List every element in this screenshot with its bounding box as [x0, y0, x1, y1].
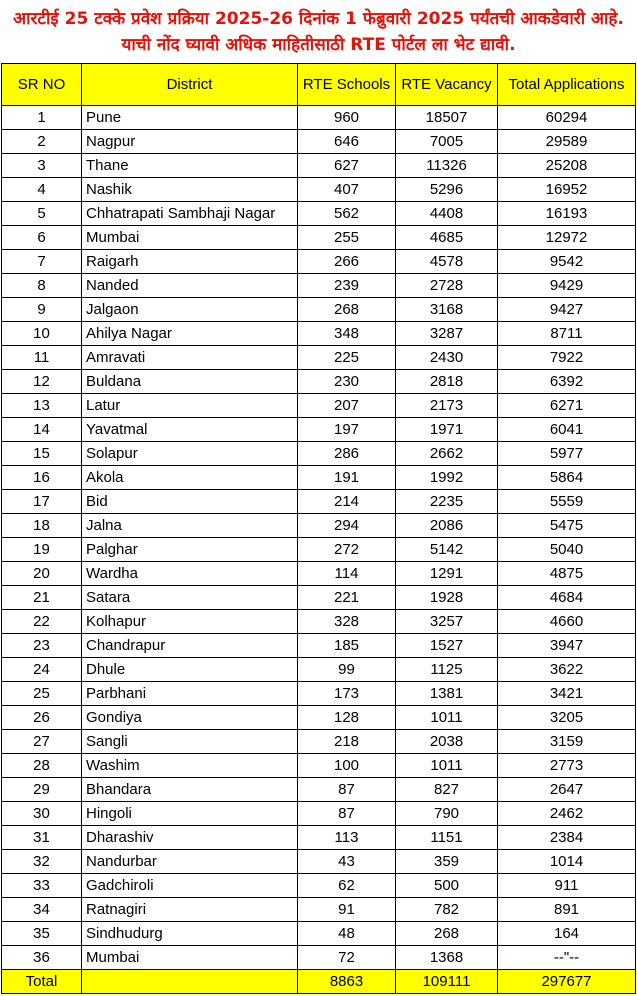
rte-schools-cell: 562 [298, 202, 396, 226]
sr-no-cell: 33 [2, 874, 82, 898]
table-row [2, 610, 636, 634]
rte-schools-cell: 268 [298, 298, 396, 322]
rte-vacancy-cell: 3168 [396, 298, 498, 322]
table-row [2, 898, 636, 922]
district-cell: Chhatrapati Sambhaji Nagar [82, 202, 298, 226]
district-cell: Wardha [82, 562, 298, 586]
rte-vacancy-cell: 1291 [396, 562, 498, 586]
total-applications-cell: 4875 [498, 562, 636, 586]
column-header-rte-schools: RTE Schools [298, 64, 396, 106]
rte-schools-cell: 218 [298, 730, 396, 754]
sr-no-cell: 30 [2, 802, 82, 826]
rte-vacancy-cell: 3287 [396, 322, 498, 346]
total-applications-cell: 3947 [498, 634, 636, 658]
district-cell: Buldana [82, 370, 298, 394]
table-row [2, 922, 636, 946]
total-applications-cell: 3421 [498, 682, 636, 706]
sr-no-cell: 4 [2, 178, 82, 202]
rte-schools-cell: 646 [298, 130, 396, 154]
rte-vacancy-cell: 5296 [396, 178, 498, 202]
district-cell: Jalna [82, 514, 298, 538]
sr-no-cell: 19 [2, 538, 82, 562]
rte-vacancy-cell: 1368 [396, 946, 498, 970]
total-district-cell [82, 970, 298, 994]
table-row [2, 130, 636, 154]
rte-vacancy-cell: 1151 [396, 826, 498, 850]
table-row [2, 634, 636, 658]
rte-vacancy-cell: 1527 [396, 634, 498, 658]
sr-no-cell: 12 [2, 370, 82, 394]
sr-no-cell: 25 [2, 682, 82, 706]
total-applications-cell: 4684 [498, 586, 636, 610]
table-row [2, 490, 636, 514]
rte-schools-cell: 72 [298, 946, 396, 970]
total-applications-cell: 8711 [498, 322, 636, 346]
table-row [2, 394, 636, 418]
district-cell: Akola [82, 466, 298, 490]
table-row [2, 274, 636, 298]
rte-district-table [1, 63, 636, 994]
district-cell: Washim [82, 754, 298, 778]
sr-no-cell: 9 [2, 298, 82, 322]
total-applications-cell: 9429 [498, 274, 636, 298]
total-row [2, 970, 636, 994]
district-cell: Pune [82, 106, 298, 130]
rte-schools-cell: 348 [298, 322, 396, 346]
sr-no-cell: 8 [2, 274, 82, 298]
total-applications-cell: 16193 [498, 202, 636, 226]
total-applications-cell: 2462 [498, 802, 636, 826]
total-applications-cell: 3205 [498, 706, 636, 730]
sr-no-cell: 29 [2, 778, 82, 802]
rte-schools-cell: 207 [298, 394, 396, 418]
rte-schools-cell: 225 [298, 346, 396, 370]
table-row [2, 226, 636, 250]
table-row [2, 826, 636, 850]
rte-schools-cell: 87 [298, 778, 396, 802]
rte-schools-cell: 407 [298, 178, 396, 202]
column-header-rte-vacancy: RTE Vacancy [396, 64, 498, 106]
rte-vacancy-cell: 2173 [396, 394, 498, 418]
rte-schools-cell: 255 [298, 226, 396, 250]
sr-no-cell: 5 [2, 202, 82, 226]
total-schools: 8863 [298, 970, 396, 994]
table-row [2, 298, 636, 322]
total-applications-cell: 6041 [498, 418, 636, 442]
total-applications-cell: 1014 [498, 850, 636, 874]
sr-no-cell: 24 [2, 658, 82, 682]
district-cell: Nashik [82, 178, 298, 202]
table-row [2, 946, 636, 970]
total-applications-cell: 60294 [498, 106, 636, 130]
rte-schools-cell: 230 [298, 370, 396, 394]
sr-no-cell: 14 [2, 418, 82, 442]
total-applications-cell: 7922 [498, 346, 636, 370]
total-applications-cell: 3159 [498, 730, 636, 754]
district-cell: Bid [82, 490, 298, 514]
rte-vacancy-cell: 1381 [396, 682, 498, 706]
sr-no-cell: 21 [2, 586, 82, 610]
rte-schools-cell: 128 [298, 706, 396, 730]
district-cell: Yavatmal [82, 418, 298, 442]
sr-no-cell: 32 [2, 850, 82, 874]
district-cell: Nandurbar [82, 850, 298, 874]
district-cell: Hingoli [82, 802, 298, 826]
sr-no-cell: 34 [2, 898, 82, 922]
rte-vacancy-cell: 3257 [396, 610, 498, 634]
sr-no-cell: 2 [2, 130, 82, 154]
column-header-sr-no: SR NO [2, 64, 82, 106]
total-applications-cell: 9542 [498, 250, 636, 274]
sr-no-cell: 20 [2, 562, 82, 586]
rte-vacancy-cell: 1125 [396, 658, 498, 682]
rte-vacancy-cell: 1928 [396, 586, 498, 610]
column-header-district: District [82, 64, 298, 106]
rte-vacancy-cell: 2728 [396, 274, 498, 298]
table-row [2, 154, 636, 178]
table-row [2, 250, 636, 274]
total-label: Total [2, 970, 82, 994]
rte-schools-cell: 113 [298, 826, 396, 850]
table-row [2, 106, 636, 130]
table-row [2, 418, 636, 442]
rte-schools-cell: 266 [298, 250, 396, 274]
total-applications-cell: 16952 [498, 178, 636, 202]
rte-vacancy-cell: 1992 [396, 466, 498, 490]
district-cell: Dharashiv [82, 826, 298, 850]
sr-no-cell: 28 [2, 754, 82, 778]
sr-no-cell: 7 [2, 250, 82, 274]
rte-schools-cell: 173 [298, 682, 396, 706]
table-row [2, 658, 636, 682]
district-cell: Raigarh [82, 250, 298, 274]
table-row [2, 178, 636, 202]
sr-no-cell: 35 [2, 922, 82, 946]
district-cell: Satara [82, 586, 298, 610]
column-header-total-applications: Total Applications [498, 64, 636, 106]
district-cell: Parbhani [82, 682, 298, 706]
table-row [2, 754, 636, 778]
table-row [2, 346, 636, 370]
sr-no-cell: 27 [2, 730, 82, 754]
rte-schools-cell: 99 [298, 658, 396, 682]
sr-no-cell: 17 [2, 490, 82, 514]
rte-vacancy-cell: 1011 [396, 754, 498, 778]
total-applications-cell: 5559 [498, 490, 636, 514]
district-cell: Mumbai [82, 946, 298, 970]
district-cell: Gadchiroli [82, 874, 298, 898]
rte-schools-cell: 286 [298, 442, 396, 466]
rte-schools-cell: 48 [298, 922, 396, 946]
sr-no-cell: 36 [2, 946, 82, 970]
page-title: आरटीई 25 टक्के प्रवेश प्रक्रिया 2025-26 दिनांक 1 फेब्रुवारी 2025 पर्यंतची आकडेवारी आहे. याची नोंद घ्यावी अधिक माहितीसाठी RTE पोर्टल ला भेट द्यावी. [13, 9, 624, 55]
rte-schools-cell: 294 [298, 514, 396, 538]
sr-no-cell: 16 [2, 466, 82, 490]
table-row [2, 586, 636, 610]
table-row [2, 322, 636, 346]
sr-no-cell: 18 [2, 514, 82, 538]
table-row [2, 202, 636, 226]
rte-schools-cell: 197 [298, 418, 396, 442]
district-cell: Kolhapur [82, 610, 298, 634]
sr-no-cell: 11 [2, 346, 82, 370]
total-applications-cell: 2647 [498, 778, 636, 802]
total-applications-cell: 6392 [498, 370, 636, 394]
sr-no-cell: 1 [2, 106, 82, 130]
rte-schools-cell: 191 [298, 466, 396, 490]
district-cell: Amravati [82, 346, 298, 370]
district-cell: Dhule [82, 658, 298, 682]
district-cell: Jalgaon [82, 298, 298, 322]
rte-schools-cell: 214 [298, 490, 396, 514]
rte-schools-cell: 100 [298, 754, 396, 778]
rte-vacancy-cell: 11326 [396, 154, 498, 178]
total-applications-cell: 29589 [498, 130, 636, 154]
district-cell: Ratnagiri [82, 898, 298, 922]
district-cell: Chandrapur [82, 634, 298, 658]
sr-no-cell: 10 [2, 322, 82, 346]
rte-vacancy-cell: 1971 [396, 418, 498, 442]
rte-vacancy-cell: 7005 [396, 130, 498, 154]
rte-vacancy-cell: 18507 [396, 106, 498, 130]
table-row [2, 778, 636, 802]
rte-schools-cell: 114 [298, 562, 396, 586]
total-applications-cell: 5977 [498, 442, 636, 466]
table-row [2, 874, 636, 898]
sr-no-cell: 31 [2, 826, 82, 850]
total-applications-cell: 891 [498, 898, 636, 922]
district-cell: Thane [82, 154, 298, 178]
rte-schools-cell: 239 [298, 274, 396, 298]
total-applications-cell: 911 [498, 874, 636, 898]
rte-vacancy-cell: 2235 [396, 490, 498, 514]
rte-schools-cell: 960 [298, 106, 396, 130]
total-applications-cell: 12972 [498, 226, 636, 250]
rte-vacancy-cell: 4578 [396, 250, 498, 274]
rte-schools-cell: 185 [298, 634, 396, 658]
total-applications-cell: 2384 [498, 826, 636, 850]
total-applications-cell: 5864 [498, 466, 636, 490]
total-applications-cell: 9427 [498, 298, 636, 322]
rte-vacancy-cell: 2818 [396, 370, 498, 394]
total-applications-cell: 5040 [498, 538, 636, 562]
rte-vacancy-cell: 2086 [396, 514, 498, 538]
district-cell: Bhandara [82, 778, 298, 802]
table-row [2, 370, 636, 394]
rte-schools-cell: 328 [298, 610, 396, 634]
rte-schools-cell: 43 [298, 850, 396, 874]
district-cell: Solapur [82, 442, 298, 466]
sr-no-cell: 15 [2, 442, 82, 466]
total-applications: 297677 [498, 970, 636, 994]
district-cell: Ahilya Nagar [82, 322, 298, 346]
table-row [2, 730, 636, 754]
district-cell: Sangli [82, 730, 298, 754]
table-row [2, 850, 636, 874]
table-row [2, 514, 636, 538]
rte-vacancy-cell: 4408 [396, 202, 498, 226]
rte-vacancy-cell: 2662 [396, 442, 498, 466]
rte-vacancy-cell: 827 [396, 778, 498, 802]
rte-schools-cell: 62 [298, 874, 396, 898]
table-row [2, 682, 636, 706]
sr-no-cell: 3 [2, 154, 82, 178]
total-applications-cell: 5475 [498, 514, 636, 538]
table-row [2, 562, 636, 586]
rte-vacancy-cell: 500 [396, 874, 498, 898]
district-cell: Mumbai [82, 226, 298, 250]
total-applications-cell: --"-- [498, 946, 636, 970]
rte-schools-cell: 221 [298, 586, 396, 610]
sr-no-cell: 26 [2, 706, 82, 730]
total-applications-cell: 25208 [498, 154, 636, 178]
sr-no-cell: 22 [2, 610, 82, 634]
header-row [2, 64, 636, 106]
rte-schools-cell: 627 [298, 154, 396, 178]
total-applications-cell: 164 [498, 922, 636, 946]
table-row [2, 466, 636, 490]
total-applications-cell: 4660 [498, 610, 636, 634]
rte-schools-cell: 91 [298, 898, 396, 922]
rte-vacancy-cell: 790 [396, 802, 498, 826]
rte-vacancy-cell: 782 [396, 898, 498, 922]
district-cell: Sindhudurg [82, 922, 298, 946]
district-cell: Nagpur [82, 130, 298, 154]
rte-vacancy-cell: 2430 [396, 346, 498, 370]
table-row [2, 802, 636, 826]
table-row [2, 442, 636, 466]
rte-schools-cell: 272 [298, 538, 396, 562]
sr-no-cell: 23 [2, 634, 82, 658]
rte-vacancy-cell: 359 [396, 850, 498, 874]
sr-no-cell: 6 [2, 226, 82, 250]
total-vacancy: 109111 [396, 970, 498, 994]
district-cell: Latur [82, 394, 298, 418]
total-applications-cell: 3622 [498, 658, 636, 682]
total-applications-cell: 6271 [498, 394, 636, 418]
rte-vacancy-cell: 268 [396, 922, 498, 946]
total-applications-cell: 2773 [498, 754, 636, 778]
rte-schools-cell: 87 [298, 802, 396, 826]
district-cell: Nanded [82, 274, 298, 298]
rte-vacancy-cell: 2038 [396, 730, 498, 754]
sr-no-cell: 13 [2, 394, 82, 418]
table-row [2, 706, 636, 730]
district-cell: Palghar [82, 538, 298, 562]
district-cell: Gondiya [82, 706, 298, 730]
rte-vacancy-cell: 1011 [396, 706, 498, 730]
table-row [2, 538, 636, 562]
rte-vacancy-cell: 4685 [396, 226, 498, 250]
rte-vacancy-cell: 5142 [396, 538, 498, 562]
